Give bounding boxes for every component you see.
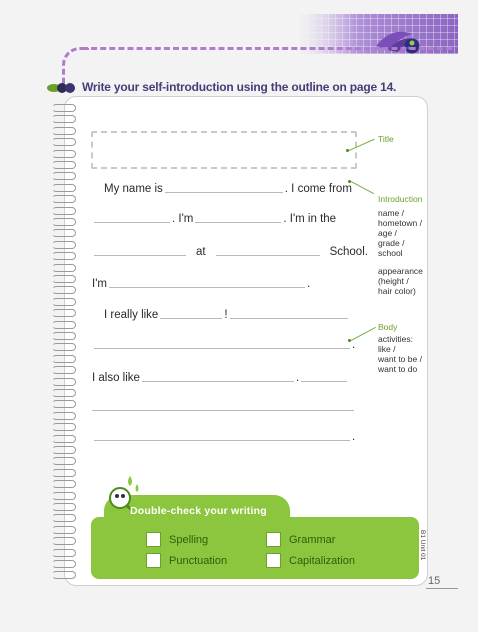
outline-title-label: Title — [378, 134, 394, 144]
binding-ring — [52, 560, 76, 568]
appearance-item: appearance — [378, 266, 423, 276]
binding-ring — [52, 104, 76, 112]
also-like-blank[interactable] — [142, 380, 294, 382]
appearance-item: (height / — [378, 276, 409, 286]
line6-blank[interactable] — [94, 347, 350, 349]
school-blank[interactable] — [216, 254, 320, 256]
binding-ring — [52, 184, 76, 192]
form-line-6 — [92, 339, 355, 351]
name-blank[interactable] — [165, 191, 283, 193]
line1-mid-text: . I come from — [284, 183, 352, 195]
binding-ring — [52, 241, 76, 249]
body-items — [378, 334, 422, 374]
binding-ring — [52, 492, 76, 500]
punctuation-checkbox[interactable] — [146, 553, 161, 568]
binding-ring — [52, 321, 76, 329]
binding-ring — [52, 286, 76, 294]
like-detail-blank[interactable] — [230, 317, 348, 319]
binding-ring — [52, 514, 76, 522]
binding-ring — [52, 457, 76, 465]
form-line-9 — [92, 431, 355, 443]
binding-ring — [52, 503, 76, 511]
like-blank[interactable] — [160, 317, 222, 319]
line4-start-text: I'm — [92, 278, 107, 290]
binding-ring — [52, 150, 76, 158]
binding-ring — [52, 469, 76, 477]
line3-mid-text: at — [196, 246, 206, 258]
grade-blank[interactable] — [94, 254, 186, 256]
line9-end-text: . — [352, 431, 356, 443]
hometown-blank[interactable] — [94, 221, 170, 223]
binding-ring — [52, 161, 76, 169]
page-instruction: Write your self-introduction using the outline on page 14. — [82, 80, 397, 94]
binding-ring — [52, 309, 76, 317]
form-line-5 — [104, 309, 350, 321]
line3-end-text: School. — [329, 246, 368, 258]
line6-end-text: . — [352, 339, 356, 351]
binding-ring — [52, 412, 76, 420]
checklist-item-capitalization[interactable] — [266, 553, 355, 568]
form-line-1 — [104, 183, 352, 195]
binding-ring — [52, 526, 76, 534]
dashed-line-decoration — [82, 47, 452, 50]
line1-start-text: My name is — [104, 183, 163, 195]
binding-ring — [52, 571, 76, 579]
spiral-binding — [52, 104, 80, 584]
capitalization-label: Capitalization — [289, 554, 356, 567]
line7-mid-text: . — [295, 372, 300, 384]
line5-mid-text: ! — [224, 309, 228, 321]
binding-ring — [52, 264, 76, 272]
appearance-blank[interactable] — [109, 286, 305, 288]
checklist-panel — [91, 517, 419, 579]
binding-ring — [52, 252, 76, 260]
line9-blank[interactable] — [94, 439, 350, 441]
appearance-items — [378, 266, 423, 296]
blueberry-cluster-icon — [46, 79, 76, 95]
binding-ring — [52, 172, 76, 180]
body-item: like / — [378, 344, 396, 354]
body-item: activities: — [378, 334, 413, 344]
introduction-items — [378, 208, 422, 258]
binding-ring — [52, 378, 76, 386]
grammar-label: Grammar — [289, 533, 336, 546]
outline-introduction-label: Introduction — [378, 194, 423, 204]
line7-start-text: I also like — [92, 372, 140, 384]
binding-ring — [52, 207, 76, 215]
line2-end-text: . I'm in the — [283, 213, 337, 225]
binding-ring — [52, 389, 76, 397]
binding-ring — [52, 332, 76, 340]
intro-item: age / — [378, 228, 397, 238]
binding-ring — [52, 343, 76, 351]
form-line-2 — [92, 213, 336, 225]
form-line-7 — [92, 372, 349, 384]
binding-ring — [52, 480, 76, 488]
binding-ring — [52, 298, 76, 306]
spelling-checkbox[interactable] — [146, 532, 161, 547]
binding-ring — [52, 275, 76, 283]
binding-ring — [52, 127, 76, 135]
page-number: 15 — [428, 575, 441, 587]
punctuation-label: Punctuation — [169, 554, 228, 567]
line4-end-text: . — [306, 278, 311, 290]
line2-mid-text: . I'm — [172, 213, 194, 225]
binding-ring — [52, 549, 76, 557]
binding-ring — [52, 229, 76, 237]
binding-ring — [52, 435, 76, 443]
binding-ring — [52, 537, 76, 545]
body-item: want to do — [378, 364, 418, 374]
appearance-item: hair color) — [378, 286, 416, 296]
grammar-checkbox[interactable] — [266, 532, 281, 547]
blueberry-icon — [402, 36, 422, 54]
form-line-3 — [92, 246, 368, 258]
binding-ring — [52, 218, 76, 226]
intro-item: hometown / — [378, 218, 422, 228]
instruction-row — [46, 76, 396, 98]
form-line-4 — [92, 278, 310, 290]
also-like-detail-blank[interactable] — [301, 380, 347, 382]
line5-start-text: I really like — [104, 309, 159, 321]
binding-ring — [52, 138, 76, 146]
intro-item: name / — [378, 208, 404, 218]
spelling-label: Spelling — [169, 533, 209, 546]
capitalization-checkbox[interactable] — [266, 553, 281, 568]
binding-ring — [52, 195, 76, 203]
binding-ring — [52, 423, 76, 431]
binding-ring — [52, 446, 76, 454]
page-number-rule — [426, 588, 458, 589]
binding-ring — [52, 115, 76, 123]
body-item: want to be / — [378, 354, 422, 364]
unit-label: B1 Unit 01 — [419, 530, 426, 561]
form-line-8-blank[interactable] — [92, 410, 354, 411]
checklist-item-punctuation[interactable] — [146, 553, 227, 568]
binding-ring — [52, 400, 76, 408]
binding-ring — [52, 355, 76, 363]
age-blank[interactable] — [195, 221, 281, 223]
title-input-box[interactable] — [91, 131, 357, 169]
checklist-title: Double-check your writing — [130, 505, 267, 517]
checklist-item-spelling[interactable] — [146, 532, 208, 547]
intro-item: school — [378, 248, 403, 258]
intro-item: grade / — [378, 238, 405, 248]
outline-body-label: Body — [378, 322, 398, 332]
checklist-item-grammar[interactable] — [266, 532, 335, 547]
binding-ring — [52, 366, 76, 374]
